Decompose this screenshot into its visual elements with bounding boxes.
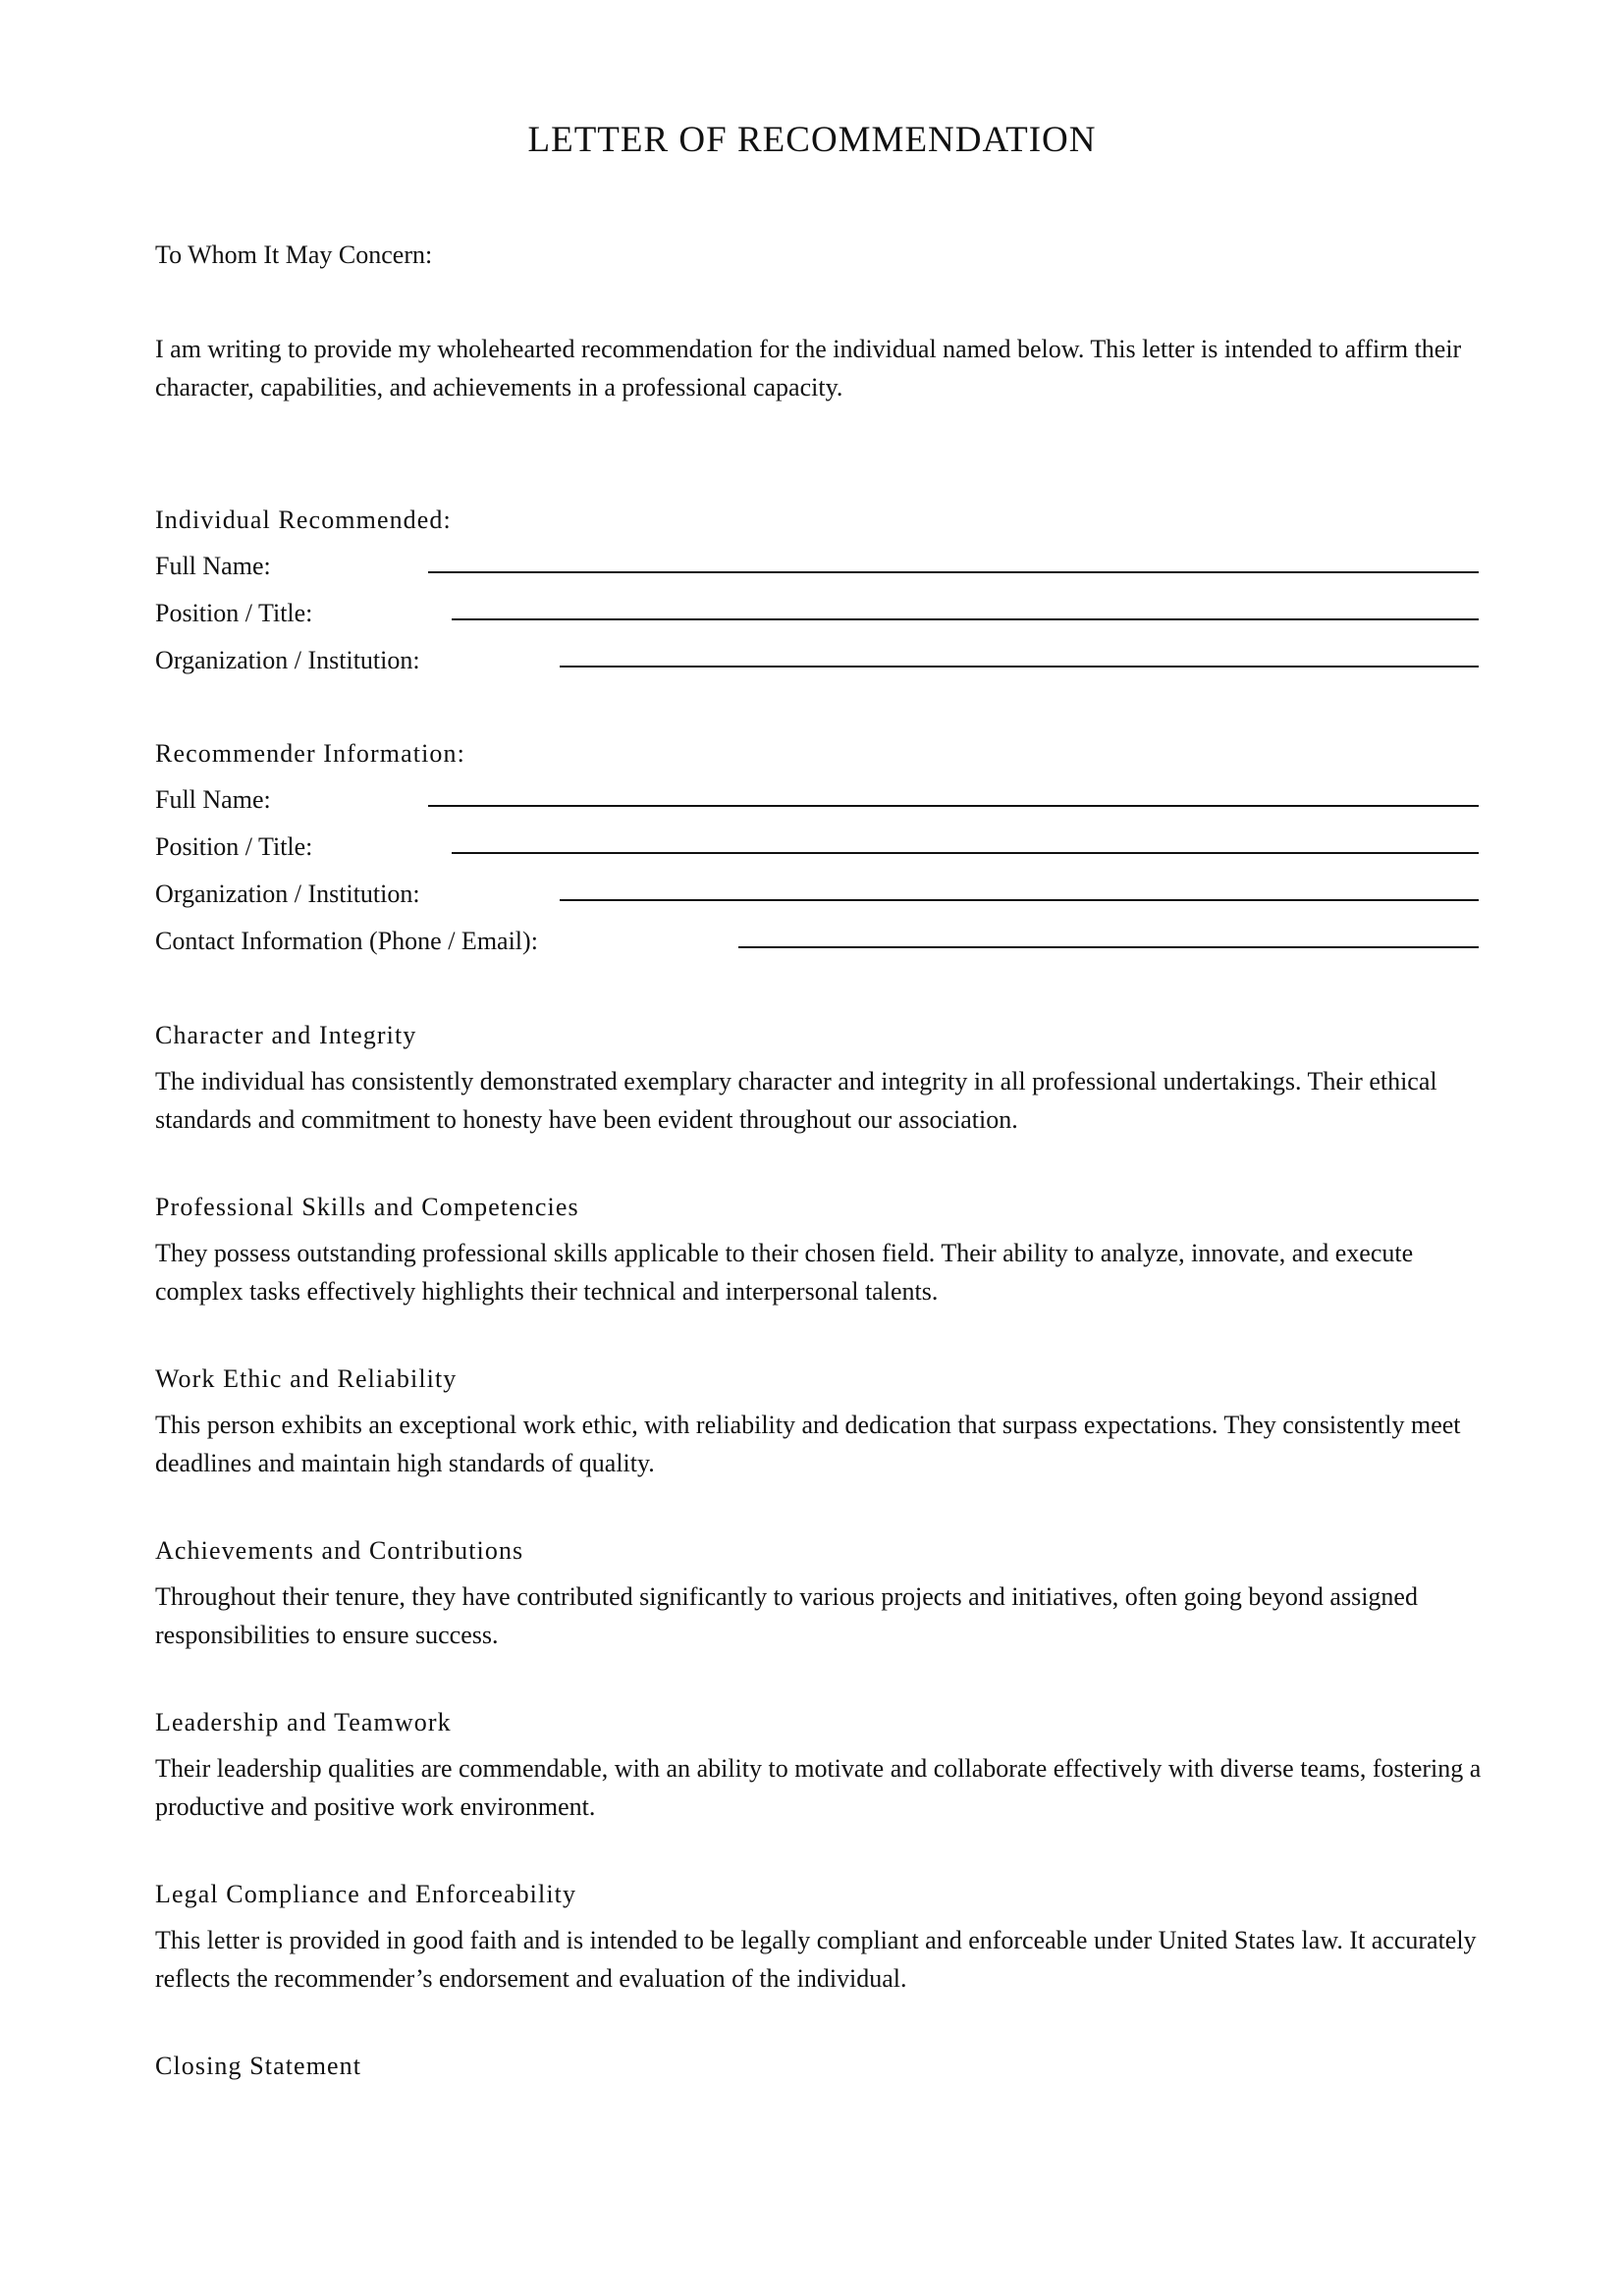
individual-position-label: Position / Title: xyxy=(155,599,313,627)
section-heading-character: Character and Integrity xyxy=(155,1021,417,1049)
individual-organization-field[interactable] xyxy=(560,666,1479,667)
section-body-leadership: Their leadership qualities are commendable, with an ability to motivate and collaborate effectively with diverse teams, fostering a productive and positive work environment. xyxy=(155,1754,1482,1821)
section-heading-closing: Closing Statement xyxy=(155,2052,362,2080)
section-body-work-ethic: This person exhibits an exceptional work ethic, with reliability and dedication that surpass expectations. They consistently meet deadlines and maintain high standards of quality. xyxy=(155,1411,1461,1477)
recommender-contact-field[interactable] xyxy=(738,946,1479,948)
individual-full-name-label: Full Name: xyxy=(155,552,271,580)
recommender-heading: Recommender Information: xyxy=(155,739,465,768)
section-heading-work-ethic: Work Ethic and Reliability xyxy=(155,1364,458,1393)
section-heading-achievements: Achievements and Contributions xyxy=(155,1536,524,1565)
document-title: LETTER OF RECOMMENDATION xyxy=(527,120,1097,160)
recommender-full-name-label: Full Name: xyxy=(155,785,271,814)
section-body-character: The individual has consistently demonstrated exemplary character and integrity in all professional undertakings. Their ethical standards and commitment to honesty have been evident throughout our association. xyxy=(155,1067,1437,1134)
section-body-skills: They possess outstanding professional skills applicable to their chosen field. Their ability to analyze, innovate, and execute complex tasks effectively highlights their technical and interpersonal talents. xyxy=(155,1239,1414,1306)
recommender-organization-label: Organization / Institution: xyxy=(155,880,420,908)
recommender-position-field[interactable] xyxy=(452,852,1479,854)
salutation: To Whom It May Concern: xyxy=(155,240,433,269)
intro-paragraph: I am writing to provide my wholehearted recommendation for the individual named below. This letter is intended to affirm their character, capabilities, and achievements in a professional capacity. xyxy=(155,335,1462,401)
section-heading-legal: Legal Compliance and Enforceability xyxy=(155,1880,577,1908)
recommender-position-label: Position / Title: xyxy=(155,832,313,861)
section-body-legal: This letter is provided in good faith and is intended to be legally compliant and enforceable under United States law. It accurately reflects the recommender’s endorsement and evaluation of the individual. xyxy=(155,1926,1477,1993)
recommender-organization-field[interactable] xyxy=(560,899,1479,901)
individual-position-field[interactable] xyxy=(452,618,1479,620)
section-body-achievements: Throughout their tenure, they have contributed significantly to various projects and initiatives, often going beyond assigned responsibilities to ensure success. xyxy=(155,1582,1418,1649)
individual-full-name-field[interactable] xyxy=(428,571,1479,573)
individual-heading: Individual Recommended: xyxy=(155,506,452,534)
recommender-contact-label: Contact Information (Phone / Email): xyxy=(155,927,538,955)
recommender-full-name-field[interactable] xyxy=(428,805,1479,807)
section-heading-leadership: Leadership and Teamwork xyxy=(155,1708,452,1736)
individual-organization-label: Organization / Institution: xyxy=(155,646,420,674)
section-heading-skills: Professional Skills and Competencies xyxy=(155,1193,579,1221)
